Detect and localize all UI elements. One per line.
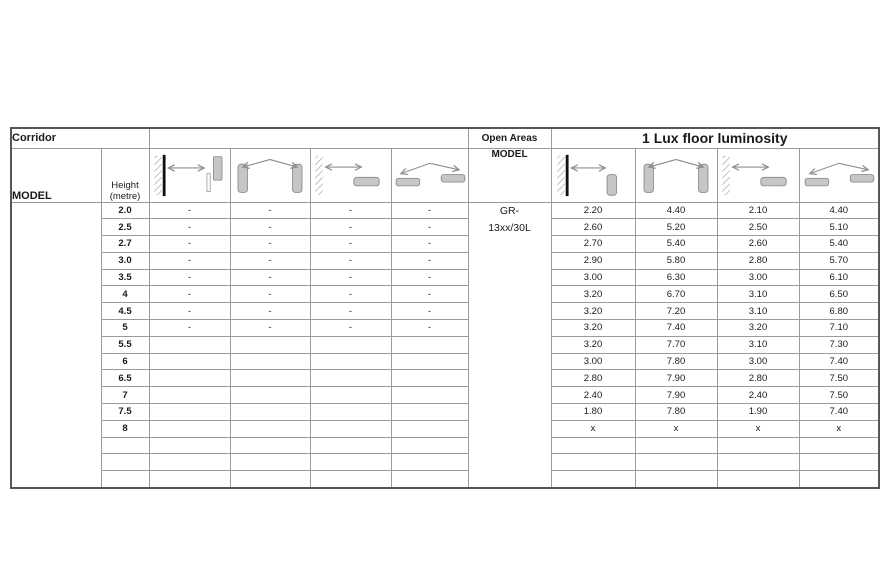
corridor-value-cell: -	[149, 202, 230, 219]
open-areas-icon-header-3	[717, 148, 799, 202]
corridor-value-cell	[310, 336, 391, 353]
corridor-value-cell	[310, 437, 391, 454]
corridor-value-cell	[149, 454, 230, 471]
corridor-value-cell	[149, 404, 230, 421]
corridor-value-cell	[149, 387, 230, 404]
open-area-value-cell: 7.80	[635, 404, 717, 421]
corridor-value-cell: -	[230, 219, 310, 236]
height-column-header	[101, 148, 149, 202]
open-area-value-cell	[717, 454, 799, 471]
corridor-value-cell	[310, 404, 391, 421]
open-area-value-cell: 4.40	[799, 202, 879, 219]
corridor-value-cell: -	[391, 236, 468, 253]
corridor-value-cell: -	[149, 269, 230, 286]
corridor-value-cell	[310, 454, 391, 471]
open-area-value-cell: 7.80	[635, 353, 717, 370]
corridor-value-cell	[391, 387, 468, 404]
corridor-value-cell	[149, 471, 230, 488]
open-area-value-cell: 7.40	[799, 353, 879, 370]
corridor-value-cell: -	[391, 202, 468, 219]
open-area-value-cell: 6.80	[799, 303, 879, 320]
height-cell: 6	[101, 353, 149, 370]
column-header-row	[11, 148, 879, 202]
open-area-value-cell: x	[635, 420, 717, 437]
table-row	[11, 454, 879, 471]
corridor-icon-header-4	[391, 148, 468, 202]
open-area-value-cell: 4.40	[635, 202, 717, 219]
wall-device-to-wall-device-spacing-icon	[639, 152, 713, 199]
corridor-value-cell: -	[310, 236, 391, 253]
corridor-value-cell: -	[149, 303, 230, 320]
open-area-value-cell: 7.40	[635, 320, 717, 337]
corridor-value-cell	[149, 370, 230, 387]
open-area-value-cell: 6.10	[799, 269, 879, 286]
corridor-value-cell: -	[149, 219, 230, 236]
corridor-value-cell	[149, 353, 230, 370]
wall-device-to-wall-device-spacing-icon	[233, 152, 307, 199]
open-area-value-cell	[717, 437, 799, 454]
table-row	[11, 252, 879, 269]
open-area-value-cell: 2.70	[551, 236, 635, 253]
table-row	[11, 420, 879, 437]
table-row	[11, 404, 879, 421]
open-areas-model-cell: GR- 13xx/30L	[468, 202, 551, 488]
height-cell: 2.0	[101, 202, 149, 219]
open-area-value-cell: 3.00	[551, 269, 635, 286]
ceiling-device-to-ceiling-device-spacing-icon	[802, 152, 876, 199]
open-area-value-cell: 7.30	[799, 336, 879, 353]
open-area-value-cell: 1.80	[551, 404, 635, 421]
open-area-value-cell: 5.80	[635, 252, 717, 269]
open-area-value-cell: x	[551, 420, 635, 437]
wall-to-ceiling-device-spacing-icon	[721, 152, 795, 199]
open-area-value-cell: 2.20	[551, 202, 635, 219]
height-cell: 8	[101, 420, 149, 437]
table-row	[11, 353, 879, 370]
corridor-value-cell: -	[230, 286, 310, 303]
open-area-value-cell: 6.30	[635, 269, 717, 286]
corridor-value-cell: -	[230, 202, 310, 219]
corridor-value-cell	[391, 471, 468, 488]
corridor-value-cell	[310, 353, 391, 370]
corridor-value-cell: -	[391, 320, 468, 337]
corridor-value-cell	[230, 370, 310, 387]
corridor-value-cell	[149, 437, 230, 454]
height-cell: 6.5	[101, 370, 149, 387]
corridor-value-cell	[391, 404, 468, 421]
open-area-value-cell	[799, 454, 879, 471]
height-cell: 7	[101, 387, 149, 404]
open-area-value-cell: 7.70	[635, 336, 717, 353]
open-area-value-cell: 2.40	[551, 387, 635, 404]
open-area-value-cell: 5.40	[635, 236, 717, 253]
table-row	[11, 219, 879, 236]
corridor-value-cell: -	[310, 202, 391, 219]
open-area-value-cell: 2.10	[717, 202, 799, 219]
section-header-row	[11, 128, 879, 148]
wall-to-opposite-wall-device-spacing-icon	[153, 152, 227, 199]
corridor-value-cell: -	[310, 219, 391, 236]
height-cell: 4	[101, 286, 149, 303]
open-area-value-cell: 2.80	[717, 252, 799, 269]
open-area-value-cell	[551, 437, 635, 454]
corridor-value-cell	[230, 336, 310, 353]
corridor-value-cell	[391, 437, 468, 454]
corridor-value-cell: -	[149, 320, 230, 337]
open-area-value-cell: 7.20	[635, 303, 717, 320]
corridor-value-cell	[230, 437, 310, 454]
open-area-value-cell	[635, 454, 717, 471]
table-row	[11, 286, 879, 303]
corridor-value-cell	[230, 454, 310, 471]
corridor-value-cell: -	[310, 252, 391, 269]
open-area-value-cell: 6.70	[635, 286, 717, 303]
open-area-value-cell: 2.50	[717, 219, 799, 236]
open-area-value-cell: 2.80	[551, 370, 635, 387]
corridor-value-cell: -	[391, 219, 468, 236]
open-area-value-cell: 2.60	[717, 236, 799, 253]
open-area-value-cell: 3.20	[717, 320, 799, 337]
corridor-value-cell	[391, 370, 468, 387]
open-area-value-cell: 5.40	[799, 236, 879, 253]
open-area-value-cell	[635, 471, 717, 488]
table-row	[11, 370, 879, 387]
open-area-value-cell: 7.50	[799, 370, 879, 387]
open-area-value-cell: x	[799, 420, 879, 437]
corridor-value-cell: -	[149, 236, 230, 253]
open-area-value-cell: 3.00	[717, 353, 799, 370]
corridor-header-spacer	[149, 128, 468, 148]
table-row	[11, 202, 879, 219]
wall-to-ceiling-device-spacing-icon	[314, 152, 388, 199]
corridor-value-cell: -	[310, 286, 391, 303]
table-body	[11, 202, 879, 488]
height-cell	[101, 437, 149, 454]
open-area-value-cell: 2.90	[551, 252, 635, 269]
corridor-value-cell	[310, 420, 391, 437]
corridor-section-header: Corridor	[11, 128, 149, 148]
open-area-value-cell: 2.60	[551, 219, 635, 236]
corridor-value-cell: -	[230, 320, 310, 337]
open-area-value-cell	[551, 454, 635, 471]
corridor-model-span-cell	[11, 202, 101, 488]
open-area-value-cell	[551, 471, 635, 488]
open-area-value-cell: 5.20	[635, 219, 717, 236]
corridor-icon-header-1	[149, 148, 230, 202]
open-area-value-cell	[799, 471, 879, 488]
corridor-value-cell	[230, 404, 310, 421]
corridor-value-cell	[230, 471, 310, 488]
height-cell: 7.5	[101, 404, 149, 421]
corridor-icon-header-2	[230, 148, 310, 202]
open-area-value-cell: x	[717, 420, 799, 437]
open-area-value-cell: 3.10	[717, 336, 799, 353]
corridor-value-cell	[149, 336, 230, 353]
table-row	[11, 320, 879, 337]
height-cell: 5	[101, 320, 149, 337]
open-area-value-cell: 5.10	[799, 219, 879, 236]
open-areas-icon-header-2	[635, 148, 717, 202]
open-area-value-cell: 3.20	[551, 303, 635, 320]
lux-luminosity-header: 1 Lux floor luminosity	[551, 128, 879, 148]
corridor-value-cell	[310, 387, 391, 404]
table-row	[11, 303, 879, 320]
open-area-value-cell: 7.10	[799, 320, 879, 337]
open-area-value-cell: 3.10	[717, 286, 799, 303]
corridor-value-cell: -	[310, 269, 391, 286]
open-area-value-cell: 7.90	[635, 370, 717, 387]
corridor-value-cell	[230, 387, 310, 404]
corridor-value-cell: -	[310, 303, 391, 320]
corridor-value-cell	[391, 353, 468, 370]
corridor-value-cell: -	[310, 320, 391, 337]
corridor-value-cell	[391, 420, 468, 437]
open-areas-model-column-header: MODEL	[468, 148, 551, 202]
corridor-value-cell: -	[230, 252, 310, 269]
corridor-value-cell	[310, 370, 391, 387]
height-cell	[101, 471, 149, 488]
open-areas-icon-header-1	[551, 148, 635, 202]
open-area-value-cell: 3.20	[551, 286, 635, 303]
open-area-value-cell: 5.70	[799, 252, 879, 269]
open-area-value-cell: 3.10	[717, 303, 799, 320]
open-area-value-cell	[635, 437, 717, 454]
wall-to-opposite-wall-device-spacing-icon	[556, 152, 630, 199]
height-label: Height	[111, 179, 139, 191]
height-cell	[101, 454, 149, 471]
corridor-value-cell: -	[149, 286, 230, 303]
open-area-value-cell	[799, 437, 879, 454]
table-row	[11, 269, 879, 286]
height-cell: 2.5	[101, 219, 149, 236]
table-row	[11, 336, 879, 353]
ceiling-device-to-ceiling-device-spacing-icon	[393, 152, 467, 199]
open-area-value-cell: 7.40	[799, 404, 879, 421]
corridor-value-cell	[310, 471, 391, 488]
height-cell: 5.5	[101, 336, 149, 353]
corridor-value-cell: -	[391, 252, 468, 269]
corridor-value-cell	[230, 420, 310, 437]
open-area-value-cell: 6.50	[799, 286, 879, 303]
height-unit-label: (metre)	[109, 190, 141, 202]
corridor-value-cell: -	[391, 269, 468, 286]
corridor-model-column-header: MODEL	[11, 148, 101, 202]
open-area-value-cell: 3.20	[551, 320, 635, 337]
open-area-value-cell	[717, 471, 799, 488]
open-area-value-cell: 3.00	[551, 353, 635, 370]
corridor-value-cell	[230, 353, 310, 370]
open-area-value-cell: 3.20	[551, 336, 635, 353]
height-cell: 3.0	[101, 252, 149, 269]
corridor-icon-header-3	[310, 148, 391, 202]
open-area-value-cell: 2.40	[717, 387, 799, 404]
luminosity-table	[10, 127, 880, 489]
height-cell: 3.5	[101, 269, 149, 286]
height-cell: 4.5	[101, 303, 149, 320]
corridor-value-cell	[391, 454, 468, 471]
table-row	[11, 471, 879, 488]
corridor-value-cell: -	[149, 252, 230, 269]
open-area-value-cell: 2.80	[717, 370, 799, 387]
table-row	[11, 437, 879, 454]
corridor-value-cell	[149, 420, 230, 437]
open-areas-section-header: Open Areas	[468, 128, 551, 148]
open-areas-icon-header-4	[799, 148, 879, 202]
open-area-value-cell: 3.00	[717, 269, 799, 286]
height-cell: 2.7	[101, 236, 149, 253]
open-area-value-cell: 7.90	[635, 387, 717, 404]
corridor-value-cell: -	[391, 286, 468, 303]
open-area-value-cell: 1.90	[717, 404, 799, 421]
corridor-value-cell: -	[230, 303, 310, 320]
corridor-value-cell: -	[391, 303, 468, 320]
corridor-value-cell: -	[230, 236, 310, 253]
table-row	[11, 387, 879, 404]
open-area-value-cell: 7.50	[799, 387, 879, 404]
corridor-value-cell	[391, 336, 468, 353]
table-row	[11, 236, 879, 253]
corridor-value-cell: -	[230, 269, 310, 286]
